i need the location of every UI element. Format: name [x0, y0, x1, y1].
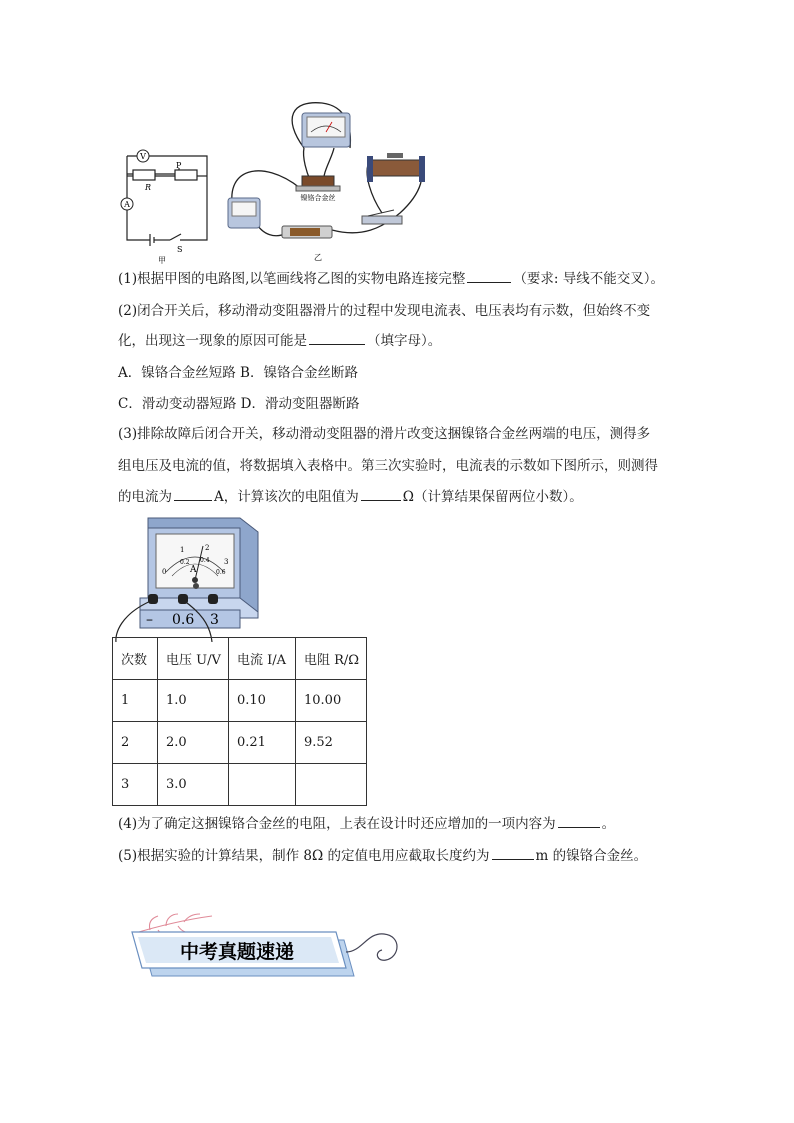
terminal-3: 3 [210, 612, 219, 628]
circuit-diagram [115, 140, 215, 265]
table-row [113, 722, 367, 764]
section-title: 中考真题速递 [180, 941, 295, 963]
cell: 2.0 [158, 722, 229, 764]
answer-blank-1[interactable] [467, 270, 511, 283]
cell: 3.0 [158, 764, 229, 806]
cell: 9.52 [296, 722, 367, 764]
cell: 1 [113, 680, 158, 722]
dial-label-02: 0.2 [180, 559, 190, 566]
header-voltage: 电压 U/V [158, 638, 229, 680]
resistor-label: R [145, 183, 152, 192]
header-resistance: 电阻 R/Ω [296, 638, 367, 680]
rheostat-device [367, 153, 425, 182]
data-table [112, 637, 367, 806]
question-4: (4)为了确定这捆镍铬合金丝的电阻，上表在设计时还应增加的一项内容为 。 [118, 816, 616, 832]
dial-label-1: 1 [180, 546, 185, 554]
wire-label: 镍铬合金丝 [300, 194, 336, 202]
answer-blank-5[interactable] [492, 847, 534, 860]
terminal-06: 0.6 [172, 612, 195, 628]
question-2-line-1: (2)闭合开关后，移动滑动变阻器滑片的过程中发现电流表、电压表均有示数，但始终不变 [118, 303, 651, 319]
options-a-b: A．镍铬合金丝短路 B．镍铬合金丝断路 [118, 365, 358, 381]
question-5: (5)根据实验的计算结果，制作 8Ω 的定值电用应截取长度约为 m 的镍铬合金丝。 [118, 848, 648, 864]
table-header-row [113, 638, 367, 680]
slider-label: P [176, 161, 182, 170]
table-row [113, 680, 367, 722]
terminal-neg: – [146, 612, 153, 628]
dial-label-3: 3 [224, 558, 229, 566]
dial-label-2: 2 [205, 544, 210, 552]
question-1: (1)根据甲图的电路图,以笔画线将乙图的实物电路连接完整 （要求: 导线不能交叉）。 [118, 271, 665, 287]
dial-label-06: 0.6 [216, 569, 226, 576]
cell: 1.0 [158, 680, 229, 722]
header-count: 次数 [113, 638, 158, 680]
answer-blank-2[interactable] [309, 332, 365, 345]
cell-empty[interactable] [229, 764, 296, 806]
question-2-line-2: 化，出现这一现象的原因可能是 （填字母）。 [118, 333, 442, 349]
nichrome-wire-coil [302, 176, 334, 186]
answer-blank-3a[interactable] [174, 488, 212, 501]
answer-blank-3b[interactable] [361, 488, 401, 501]
switch-label: S [177, 245, 183, 254]
battery-box [282, 226, 332, 238]
dial-label-04: 0.4 [200, 557, 210, 564]
cell: 10.00 [296, 680, 367, 722]
section-banner [122, 912, 412, 997]
dial-label-0: 0 [162, 568, 167, 576]
header-current: 电流 I/A [229, 638, 296, 680]
question-3-line-2: 组电压及电流的值，将数据填入表格中。第三次实验时，电流表的示数如下图所示，则测得 [118, 458, 658, 474]
cell: 3 [113, 764, 158, 806]
question-3-line-1: (3)排除故障后闭合开关，移动滑动变阻器的滑片改变这捆镍铬合金丝两端的电压，测得多 [118, 426, 651, 442]
apparatus-caption: 乙 [314, 253, 322, 262]
cell: 0.10 [229, 680, 296, 722]
table-row [113, 764, 367, 806]
question-3-line-3: 的电流为 A，计算该次的电阻值为 Ω（计算结果保留两位小数）。 [118, 489, 583, 505]
cell: 0.21 [229, 722, 296, 764]
ammeter-illustration [110, 514, 260, 642]
options-c-d: C．滑动变动器短路 D．滑动变阻器断路 [118, 396, 360, 412]
answer-blank-4[interactable] [558, 815, 600, 828]
apparatus-illustration [222, 98, 437, 263]
cell: 2 [113, 722, 158, 764]
ammeter-label: A [124, 200, 130, 209]
cell-empty[interactable] [296, 764, 367, 806]
circuit-caption: 甲 [158, 256, 166, 265]
voltmeter-label: V [140, 152, 146, 161]
ammeter-symbol: A [190, 565, 197, 575]
